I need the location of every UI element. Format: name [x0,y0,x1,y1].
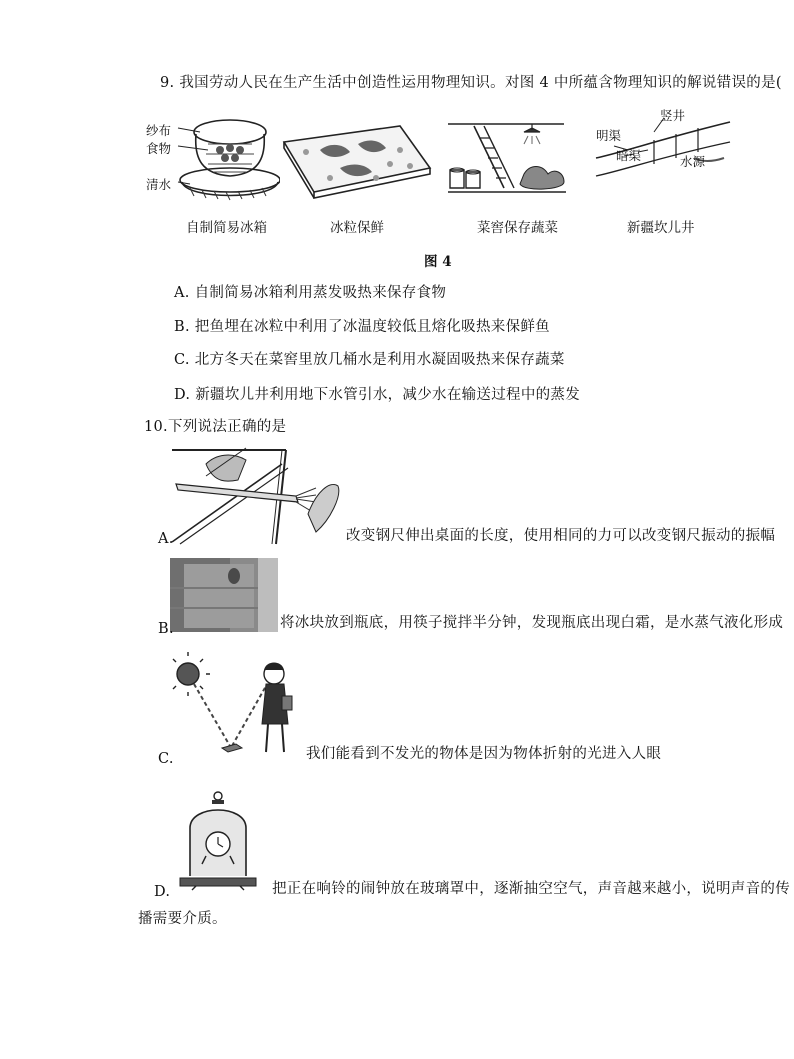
q10-stem: 10.下列说法正确的是 [144,419,287,435]
figure-sun-reflection [170,652,306,760]
label-water-source: 水源 [680,154,706,169]
q10-option-c-text: 我们能看到不发光的物体是因为物体折射的光进入人眼 [306,746,662,762]
caption-karez-well: 新疆坎儿井 [627,220,695,236]
label-underground-channel: 暗渠 [616,148,642,163]
q10-option-c-letter: C. [158,751,174,767]
label-clear-water: 清水 [146,177,172,192]
label-food: 食物 [146,141,172,156]
q10-option-a-letter: A. [158,531,174,547]
figure-4-title: 图 4 [424,254,452,270]
figure-bell-jar [176,788,260,892]
label-open-channel: 明渠 [596,128,622,143]
figure-vegetable-cellar [444,118,570,202]
caption-vegetable-cellar: 菜窖保存蔬菜 [477,220,558,236]
figure-steel-ruler [166,444,346,546]
label-vertical-shaft: 竖井 [660,108,686,123]
q10-option-d-letter: D. [154,884,171,900]
q10-option-b-letter: B. [158,621,174,637]
figure-karez-well [594,112,734,196]
q9-option-d: D. 新疆坎儿井利用地下水管引水，减少水在输送过程中的蒸发 [174,387,581,403]
q10-option-a-text: 改变钢尺伸出桌面的长度，使用相同的力可以改变钢尺振动的振幅 [346,528,776,544]
figure-frost-bottle [170,558,278,632]
q10-option-d-text: 把正在响铃的闹钟放在玻璃罩中，逐渐抽空空气，声音越来越小，说明声音的传 [272,881,790,897]
figure-ice-grains [280,120,434,200]
q9-option-b: B. 把鱼埋在冰粒中利用了冰温度较低且熔化吸热来保鲜鱼 [174,319,550,335]
q9-option-a: A. 自制简易冰箱利用蒸发吸热来保存食物 [174,285,447,301]
label-gauze: 纱布 [146,123,172,138]
q10-option-d-text-continued: 播需要介质。 [138,911,227,927]
q9-option-c: C. 北方冬天在菜窖里放几桶水是利用水凝固吸热来保存蔬菜 [174,352,565,368]
q10-option-b-text: 将冰块放到瓶底，用筷子搅拌半分钟，发现瓶底出现白霜，是水蒸气液化形成 [280,615,784,631]
caption-ice-grains: 冰粒保鲜 [330,220,384,236]
caption-homemade-fridge: 自制简易冰箱 [186,220,267,236]
q9-stem: 9. 我国劳动人民在生产生活中创造性运用物理知识。对图 4 中所蕴含物理知识的解说错误的是( [160,75,782,91]
